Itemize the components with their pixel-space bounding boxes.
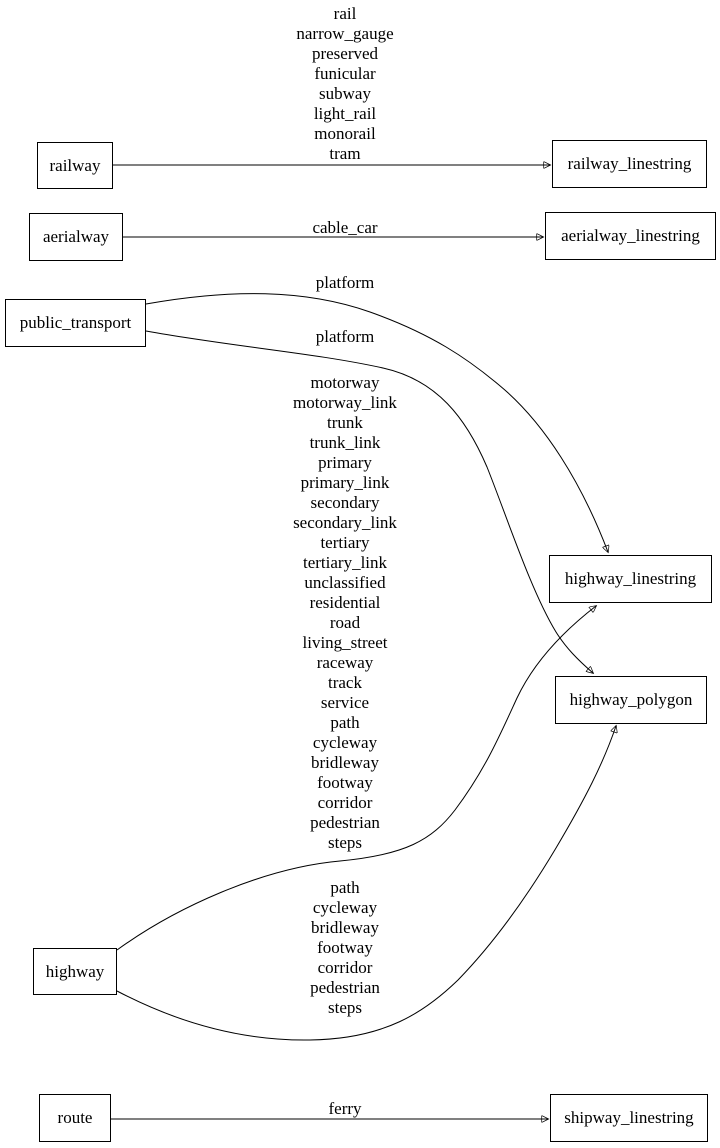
node-aerialway: aerialway <box>29 213 123 261</box>
edge-label: secondary <box>310 493 380 512</box>
edge-label: secondary_link <box>293 513 397 532</box>
edge-labels-public-transport-to-highway-linestring <box>235 273 455 293</box>
edge-label: pedestrian <box>310 813 380 832</box>
edge-labels-highway-to-highway-linestring <box>235 373 455 853</box>
node-public-transport: public_transport <box>5 299 146 347</box>
edge-label: road <box>329 613 361 632</box>
edge-label: track <box>328 673 362 692</box>
edge-label: ferry <box>328 1099 362 1118</box>
node-aerialway-linestring: aerialway_linestring <box>545 212 716 260</box>
edge-label: residential <box>309 593 381 612</box>
edge-label: preserved <box>311 44 379 63</box>
edge-label: bridleway <box>311 918 379 937</box>
edge-label: path <box>330 713 360 732</box>
edge-label: tram <box>329 144 361 163</box>
edge-label: cycleway <box>312 733 378 752</box>
edge-label: trunk <box>327 413 363 432</box>
node-railway-linestring: railway_linestring <box>552 140 707 188</box>
edge-label: path <box>330 878 360 897</box>
edge-label: cable_car <box>312 218 378 237</box>
edge-label: steps <box>328 833 362 852</box>
edge-label: primary <box>318 453 372 472</box>
edge-label: pedestrian <box>310 978 380 997</box>
edge-label: footway <box>317 773 373 792</box>
edge-label: corridor <box>317 793 373 812</box>
edge-label: platform <box>315 273 375 292</box>
node-route: route <box>39 1094 111 1142</box>
edge-label: light_rail <box>313 104 377 123</box>
edge-labels-aerialway-to-aerialway-linestring <box>235 218 455 238</box>
node-highway-polygon: highway_polygon <box>555 676 707 724</box>
node-shipway-linestring: shipway_linestring <box>550 1094 708 1142</box>
edge-label: bridleway <box>311 753 379 772</box>
edge-label: tertiary_link <box>302 553 388 572</box>
edge-label: funicular <box>314 64 376 83</box>
edge-label: living_street <box>302 633 388 652</box>
edge-label: motorway_link <box>293 393 397 412</box>
edge-label: footway <box>317 938 373 957</box>
edge-labels-railway-to-railway-linestring <box>235 4 455 164</box>
edge-labels-highway-to-highway-polygon <box>235 878 455 1018</box>
edge-label: narrow_gauge <box>296 24 394 43</box>
edge-label: unclassified <box>304 573 386 592</box>
node-highway-linestring: highway_linestring <box>549 555 712 603</box>
edge-labels-public-transport-to-highway-polygon <box>235 327 455 347</box>
edge-label: tertiary <box>320 533 370 552</box>
edge-label: primary_link <box>300 473 390 492</box>
node-railway: railway <box>37 142 113 189</box>
edge-label: monorail <box>314 124 376 143</box>
edge-label: subway <box>319 84 371 103</box>
edge-labels-route-to-shipway-linestring <box>235 1099 455 1119</box>
edge-label: corridor <box>317 958 373 977</box>
edge-label: rail <box>333 4 357 23</box>
edge-label: raceway <box>316 653 374 672</box>
edge-label: motorway <box>310 373 380 392</box>
node-highway: highway <box>33 948 117 995</box>
edge-label: trunk_link <box>309 433 381 452</box>
edge-label: steps <box>328 998 362 1017</box>
edge-label: service <box>320 693 370 712</box>
edge-label: platform <box>315 327 375 346</box>
edge-label: cycleway <box>312 898 378 917</box>
